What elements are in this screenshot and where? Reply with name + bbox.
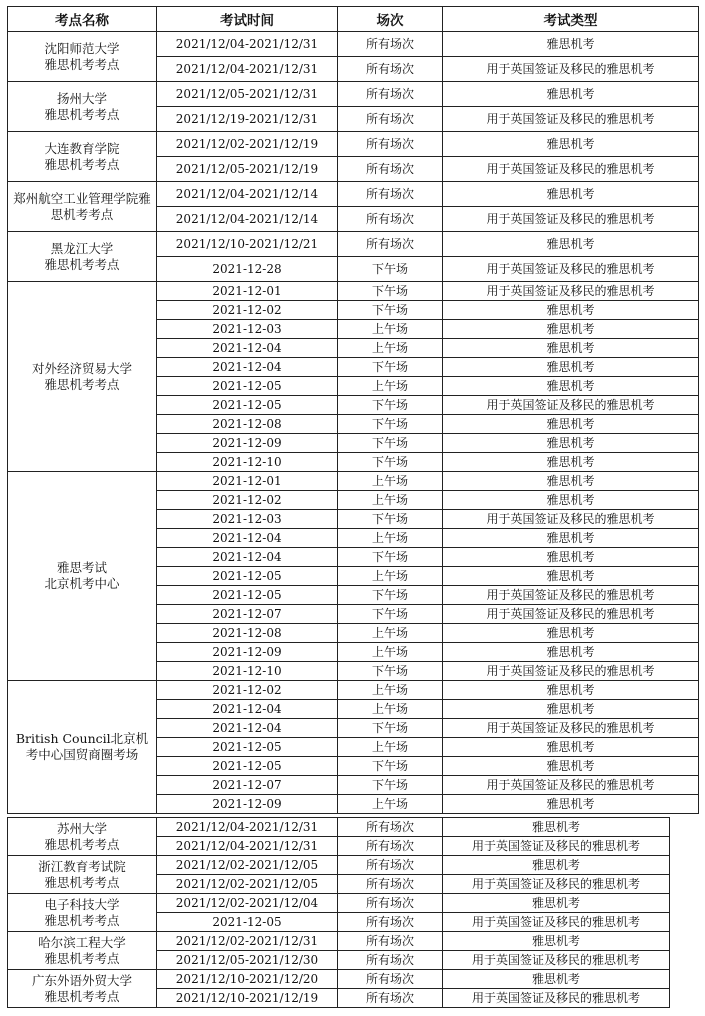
exam-date: 2021-12-07 — [157, 776, 338, 795]
table-row — [8, 282, 699, 301]
session: 下午场 — [338, 257, 443, 282]
exam-type: 雅思机考 — [443, 82, 699, 107]
venue-name: 大连教育学院 雅思机考考点 — [8, 132, 157, 182]
exam-date: 2021-12-03 — [157, 510, 338, 529]
venue-name: 苏州大学 雅思机考考点 — [8, 818, 157, 856]
exam-date: 2021-12-04 — [157, 529, 338, 548]
exam-type: 用于英国签证及移民的雅思机考 — [443, 207, 699, 232]
table-row — [8, 970, 670, 989]
header-type: 考试类型 — [443, 7, 699, 32]
session: 下午场 — [338, 719, 443, 738]
exam-date: 2021/12/04-2021/12/31 — [157, 57, 338, 82]
header-row — [8, 7, 699, 32]
exam-date: 2021-12-05 — [157, 396, 338, 415]
exam-type: 用于英国签证及移民的雅思机考 — [443, 282, 699, 301]
exam-type: 用于英国签证及移民的雅思机考 — [443, 107, 699, 132]
exam-date: 2021-12-05 — [157, 757, 338, 776]
exam-date: 2021-12-05 — [157, 567, 338, 586]
session: 所有场次 — [338, 894, 443, 913]
session: 所有场次 — [338, 207, 443, 232]
exam-type: 雅思机考 — [443, 856, 670, 875]
exam-date: 2021/12/04-2021/12/31 — [157, 818, 338, 837]
session: 所有场次 — [338, 837, 443, 856]
exam-date: 2021-12-04 — [157, 548, 338, 567]
exam-type: 用于英国签证及移民的雅思机考 — [443, 719, 699, 738]
table-row — [8, 132, 699, 157]
exam-date: 2021-12-04 — [157, 358, 338, 377]
session: 上午场 — [338, 472, 443, 491]
session: 所有场次 — [338, 107, 443, 132]
exam-type: 雅思机考 — [443, 453, 699, 472]
venue-name: 扬州大学 雅思机考考点 — [8, 82, 157, 132]
exam-type: 雅思机考 — [443, 320, 699, 339]
session: 下午场 — [338, 453, 443, 472]
exam-type: 雅思机考 — [443, 182, 699, 207]
exam-type: 用于英国签证及移民的雅思机考 — [443, 510, 699, 529]
exam-date: 2021-12-02 — [157, 681, 338, 700]
exam-type: 雅思机考 — [443, 377, 699, 396]
exam-date: 2021-12-03 — [157, 320, 338, 339]
venue-name: 黑龙江大学 雅思机考考点 — [8, 232, 157, 282]
exam-date: 2021/12/02-2021/12/05 — [157, 856, 338, 875]
session: 所有场次 — [338, 32, 443, 57]
exam-date: 2021-12-05 — [157, 586, 338, 605]
session: 下午场 — [338, 548, 443, 567]
exam-type: 雅思机考 — [443, 624, 699, 643]
table-row — [8, 182, 699, 207]
exam-type: 雅思机考 — [443, 818, 670, 837]
table-row — [8, 82, 699, 107]
exam-date: 2021/12/04-2021/12/31 — [157, 837, 338, 856]
exam-date: 2021-12-05 — [157, 738, 338, 757]
exam-type: 雅思机考 — [443, 757, 699, 776]
exam-type: 雅思机考 — [443, 567, 699, 586]
exam-date: 2021/12/04-2021/12/31 — [157, 32, 338, 57]
exam-type: 雅思机考 — [443, 970, 670, 989]
exam-type: 雅思机考 — [443, 132, 699, 157]
table-row — [8, 472, 699, 491]
session: 所有场次 — [338, 932, 443, 951]
session: 上午场 — [338, 700, 443, 719]
table-row — [8, 894, 670, 913]
exam-date: 2021/12/10-2021/12/19 — [157, 989, 338, 1008]
session: 所有场次 — [338, 132, 443, 157]
session: 上午场 — [338, 567, 443, 586]
venue-name: 电子科技大学 雅思机考考点 — [8, 894, 157, 932]
exam-type: 雅思机考 — [443, 32, 699, 57]
venue-name: 对外经济贸易大学 雅思机考考点 — [8, 282, 157, 472]
session: 所有场次 — [338, 157, 443, 182]
exam-type: 用于英国签证及移民的雅思机考 — [443, 662, 699, 681]
exam-date: 2021-12-07 — [157, 605, 338, 624]
exam-date: 2021/12/02-2021/12/04 — [157, 894, 338, 913]
session: 下午场 — [338, 605, 443, 624]
exam-date: 2021-12-10 — [157, 662, 338, 681]
exam-date: 2021-12-02 — [157, 491, 338, 510]
session: 下午场 — [338, 358, 443, 377]
venue-name: 哈尔滨工程大学 雅思机考考点 — [8, 932, 157, 970]
header-session: 场次 — [338, 7, 443, 32]
exam-date: 2021/12/02-2021/12/05 — [157, 875, 338, 894]
exam-schedule-table — [7, 6, 699, 814]
exam-date: 2021/12/02-2021/12/19 — [157, 132, 338, 157]
venue-name: 雅思考试 北京机考中心 — [8, 472, 157, 681]
venue-name: 郑州航空工业管理学院雅思机考考点 — [8, 182, 157, 232]
exam-date: 2021-12-09 — [157, 795, 338, 814]
exam-type: 用于英国签证及移民的雅思机考 — [443, 396, 699, 415]
session: 所有场次 — [338, 232, 443, 257]
exam-date: 2021/12/19-2021/12/31 — [157, 107, 338, 132]
session: 下午场 — [338, 510, 443, 529]
table-row — [8, 818, 670, 837]
exam-type: 用于英国签证及移民的雅思机考 — [443, 605, 699, 624]
session: 下午场 — [338, 776, 443, 795]
table-row — [8, 681, 699, 700]
session: 所有场次 — [338, 913, 443, 932]
session: 上午场 — [338, 795, 443, 814]
exam-date: 2021/12/02-2021/12/31 — [157, 932, 338, 951]
session: 上午场 — [338, 320, 443, 339]
session: 所有场次 — [338, 875, 443, 894]
exam-date: 2021-12-01 — [157, 472, 338, 491]
exam-type: 雅思机考 — [443, 415, 699, 434]
exam-type: 雅思机考 — [443, 894, 670, 913]
exam-type: 雅思机考 — [443, 738, 699, 757]
table-row — [8, 856, 670, 875]
exam-type: 雅思机考 — [443, 681, 699, 700]
session: 上午场 — [338, 529, 443, 548]
exam-date: 2021-12-05 — [157, 377, 338, 396]
exam-type: 雅思机考 — [443, 434, 699, 453]
header-time: 考试时间 — [157, 7, 338, 32]
table-row — [8, 232, 699, 257]
session: 所有场次 — [338, 182, 443, 207]
exam-date: 2021/12/10-2021/12/20 — [157, 970, 338, 989]
exam-type: 雅思机考 — [443, 932, 670, 951]
exam-type: 雅思机考 — [443, 301, 699, 320]
session: 下午场 — [338, 282, 443, 301]
exam-type: 雅思机考 — [443, 548, 699, 567]
session: 上午场 — [338, 643, 443, 662]
venue-name: British Council北京机考中心国贸商圈考场 — [8, 681, 157, 814]
exam-date: 2021-12-09 — [157, 643, 338, 662]
exam-type: 雅思机考 — [443, 358, 699, 377]
exam-date: 2021-12-01 — [157, 282, 338, 301]
exam-date: 2021-12-09 — [157, 434, 338, 453]
exam-type: 雅思机考 — [443, 232, 699, 257]
exam-type: 用于英国签证及移民的雅思机考 — [443, 989, 670, 1008]
session: 下午场 — [338, 662, 443, 681]
exam-type: 用于英国签证及移民的雅思机考 — [443, 57, 699, 82]
header-venue: 考点名称 — [8, 7, 157, 32]
exam-date: 2021-12-28 — [157, 257, 338, 282]
exam-type: 用于英国签证及移民的雅思机考 — [443, 837, 670, 856]
exam-date: 2021/12/05-2021/12/31 — [157, 82, 338, 107]
exam-type: 用于英国签证及移民的雅思机考 — [443, 776, 699, 795]
exam-schedule-table-continued — [7, 817, 670, 1008]
venue-name: 广东外语外贸大学 雅思机考考点 — [8, 970, 157, 1008]
exam-date: 2021-12-04 — [157, 700, 338, 719]
session: 下午场 — [338, 586, 443, 605]
session: 所有场次 — [338, 856, 443, 875]
exam-type: 用于英国签证及移民的雅思机考 — [443, 257, 699, 282]
session: 上午场 — [338, 377, 443, 396]
exam-type: 用于英国签证及移民的雅思机考 — [443, 913, 670, 932]
exam-type: 用于英国签证及移民的雅思机考 — [443, 157, 699, 182]
session: 上午场 — [338, 624, 443, 643]
session: 下午场 — [338, 415, 443, 434]
exam-date: 2021-12-08 — [157, 624, 338, 643]
exam-type: 用于英国签证及移民的雅思机考 — [443, 875, 670, 894]
exam-type: 用于英国签证及移民的雅思机考 — [443, 586, 699, 605]
session: 所有场次 — [338, 57, 443, 82]
exam-type: 雅思机考 — [443, 491, 699, 510]
venue-name: 浙江教育考试院 雅思机考考点 — [8, 856, 157, 894]
exam-type: 用于英国签证及移民的雅思机考 — [443, 951, 670, 970]
exam-date: 2021/12/04-2021/12/14 — [157, 207, 338, 232]
exam-type: 雅思机考 — [443, 643, 699, 662]
exam-date: 2021-12-04 — [157, 339, 338, 358]
exam-type: 雅思机考 — [443, 472, 699, 491]
session: 下午场 — [338, 301, 443, 320]
exam-date: 2021/12/10-2021/12/21 — [157, 232, 338, 257]
exam-date: 2021/12/05-2021/12/30 — [157, 951, 338, 970]
exam-type: 雅思机考 — [443, 339, 699, 358]
venue-name: 沈阳师范大学 雅思机考考点 — [8, 32, 157, 82]
exam-type: 雅思机考 — [443, 700, 699, 719]
session: 所有场次 — [338, 818, 443, 837]
session: 上午场 — [338, 738, 443, 757]
exam-date: 2021-12-05 — [157, 913, 338, 932]
exam-type: 雅思机考 — [443, 529, 699, 548]
table-row — [8, 32, 699, 57]
session: 上午场 — [338, 339, 443, 358]
session: 上午场 — [338, 491, 443, 510]
session: 上午场 — [338, 681, 443, 700]
session: 所有场次 — [338, 989, 443, 1008]
exam-date: 2021-12-04 — [157, 719, 338, 738]
exam-type: 雅思机考 — [443, 795, 699, 814]
session: 所有场次 — [338, 951, 443, 970]
session: 所有场次 — [338, 82, 443, 107]
exam-date: 2021-12-02 — [157, 301, 338, 320]
session: 下午场 — [338, 757, 443, 776]
table-row — [8, 932, 670, 951]
exam-date: 2021-12-08 — [157, 415, 338, 434]
exam-date: 2021/12/04-2021/12/14 — [157, 182, 338, 207]
session: 下午场 — [338, 434, 443, 453]
session: 下午场 — [338, 396, 443, 415]
exam-date: 2021-12-10 — [157, 453, 338, 472]
exam-date: 2021/12/05-2021/12/19 — [157, 157, 338, 182]
session: 所有场次 — [338, 970, 443, 989]
